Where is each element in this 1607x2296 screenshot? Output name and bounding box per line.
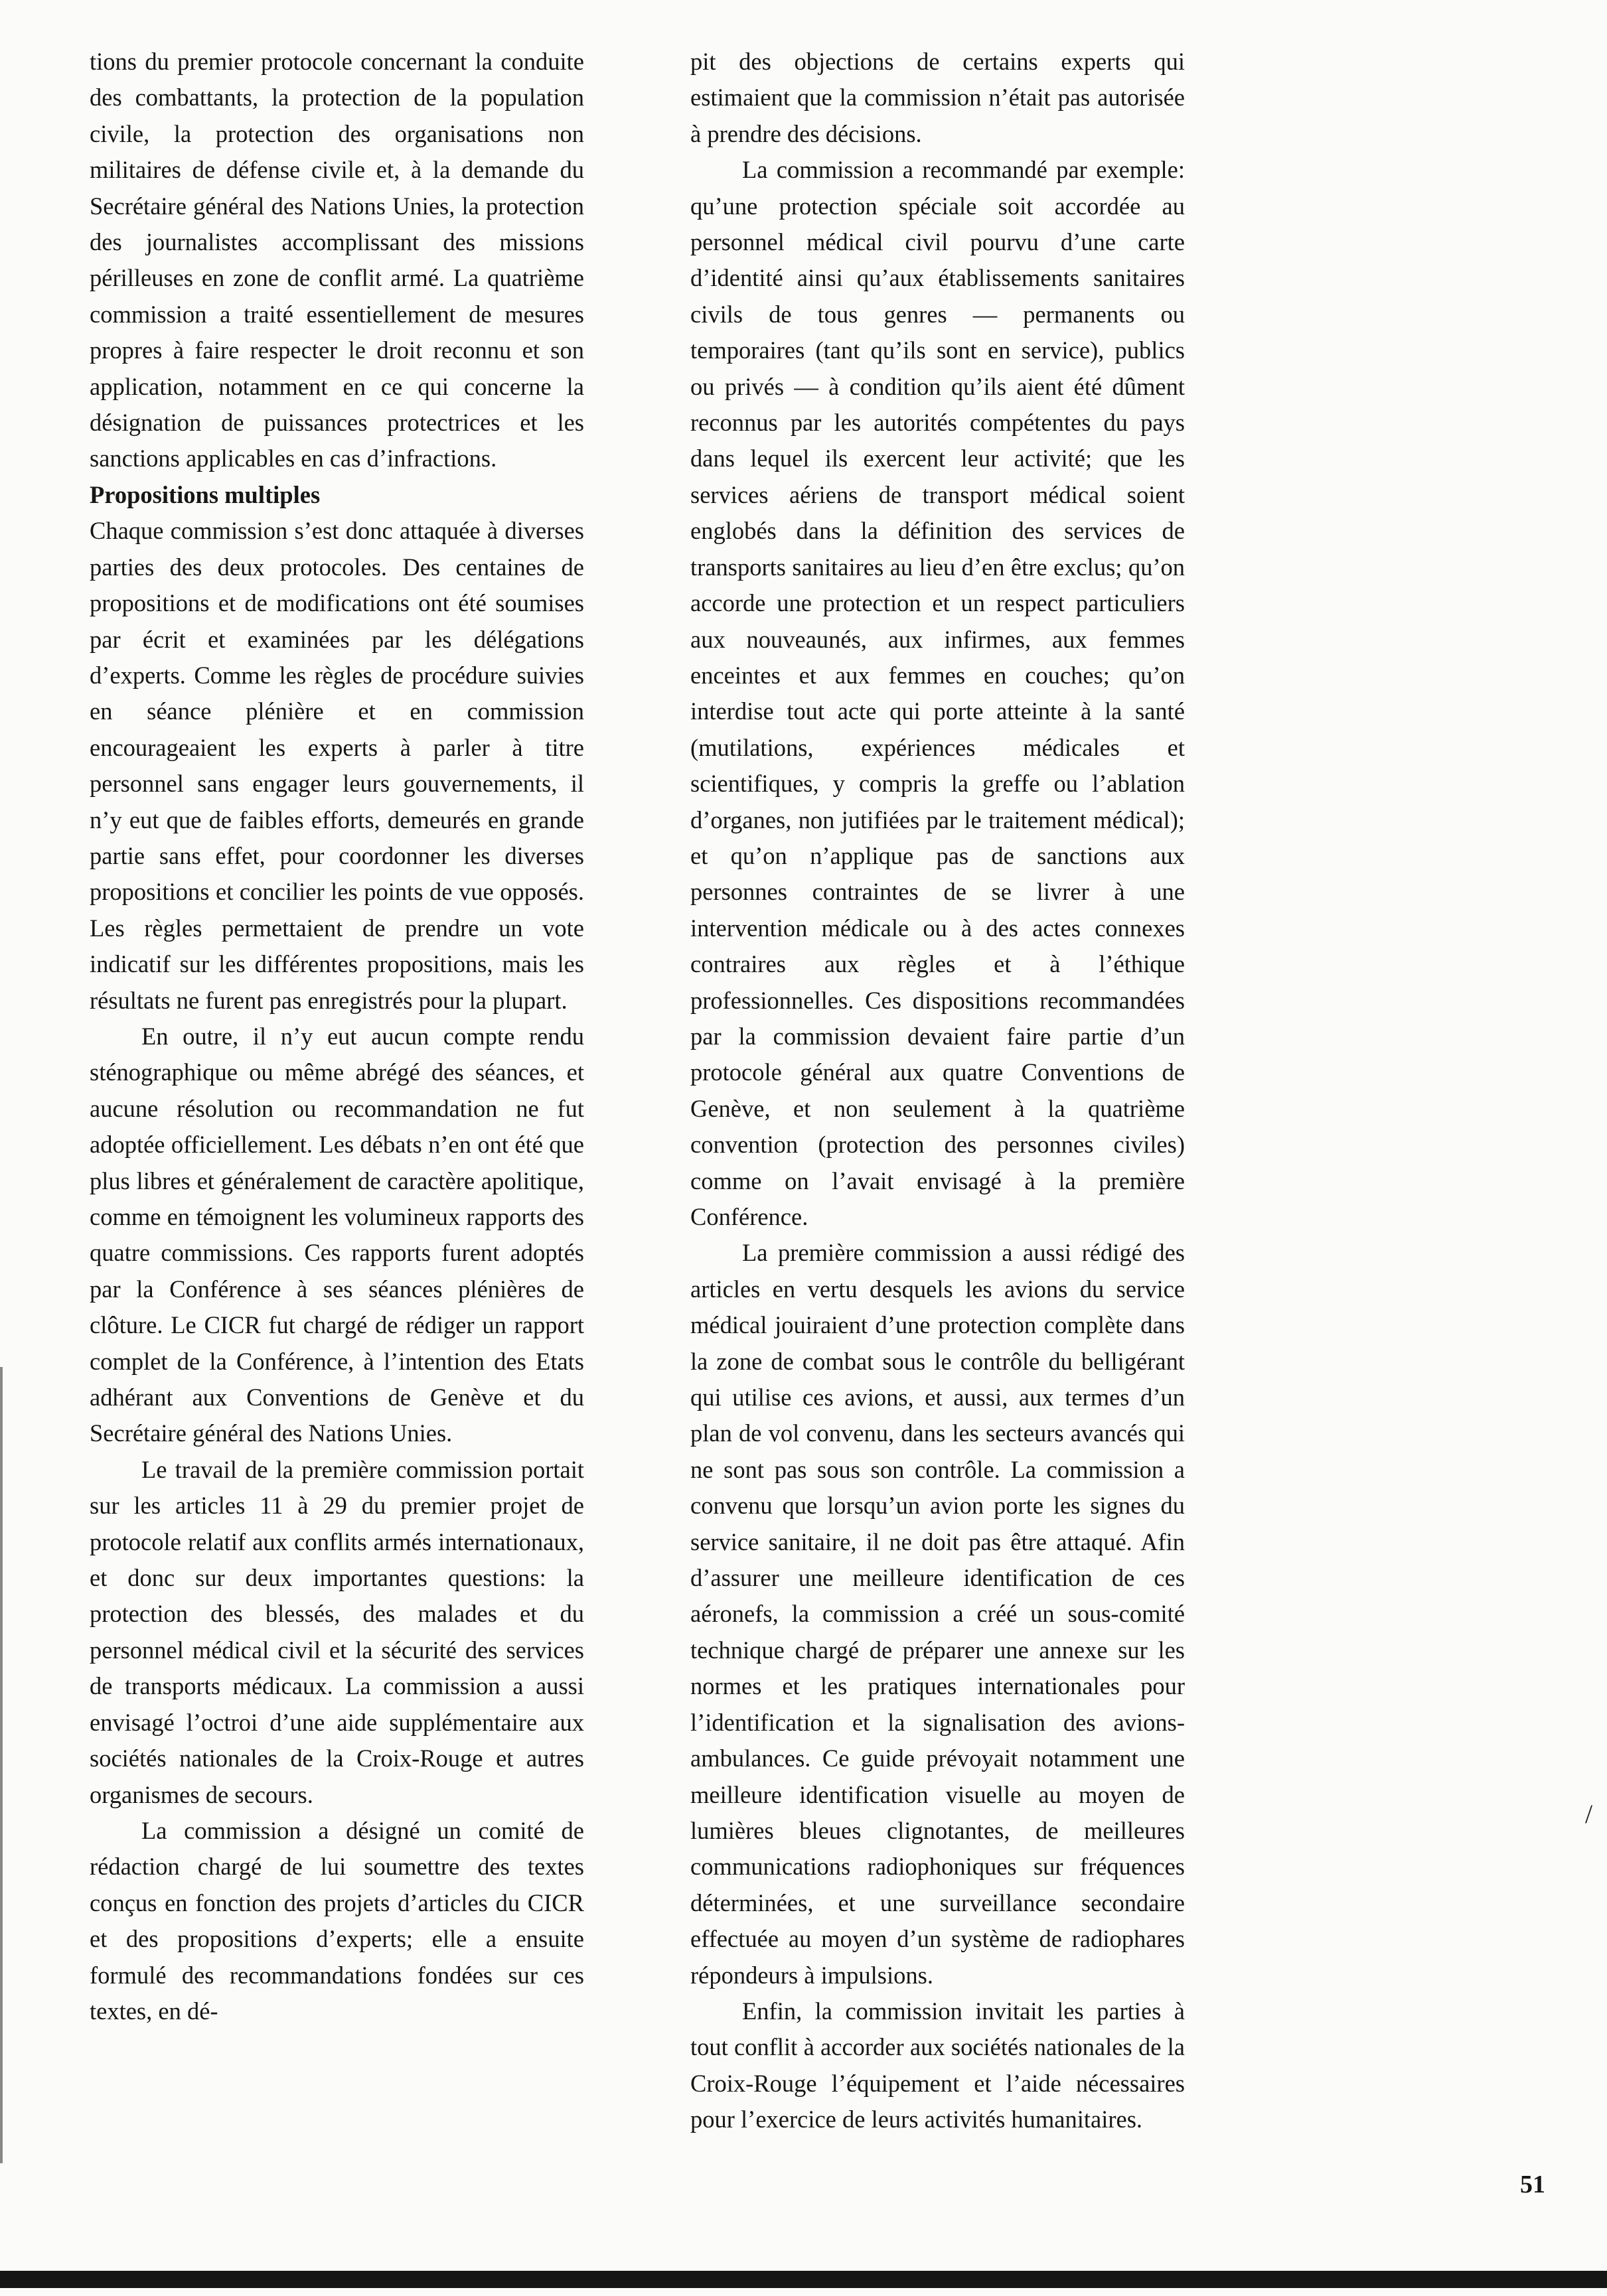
- bottom-rule: [0, 2271, 1607, 2288]
- left-paragraph-1: tions du premier protocole concernant la conduite des combattants, la protection de la population civile, la protection des organisations non militaires de défense civile et, à la demande du Secrétaire général des Nations Unies, la protection des journalistes accomplissant des missions périlleuses en zone de conflit armé. La quatrième commission a traité essentiellement de mesures propres à faire respecter le droit reconnu et son application, notamment en ce qui concerne la désignation de puissances protectrices et les sanctions applicables en cas d’infractions.: [90, 48, 584, 472]
- scan-edge: [0, 1367, 3, 2163]
- left-paragraph-3: En outre, il n’y eut aucun compte rendu sténographique ou même abrégé des séances, et aucune résolution ou recommandation ne fut adoptée officiellement. Les débats n’en ont été que plus libres et généralement de caractère apolitique, comme en témoignent les volumineux rapports des quatre commissions. Ces rapports furent adoptés par la Conférence à ses séances plénières de clôture. Le CICR fut chargé de rédiger un rapport complet de la Conférence, à l’intention des Etats adhérant aux Conventions de Genève et du Secrétaire général des Nations Unies.: [90, 1022, 584, 1447]
- right-paragraph-1: pit des objections de certains experts qui estimaient que la commission n’était pas autorisée à prendre des décisions.: [690, 48, 1185, 147]
- left-column: [90, 44, 584, 2029]
- section-heading: Propositions multiples: [90, 480, 321, 508]
- right-paragraph-2: La commission a recommandé par exemple: qu’une protection spéciale soit accordée au personnel médical civil pourvu d’une carte d’identité ainsi qu’aux établissements sanitaires civils de tous genres — permanents ou temporaires (tant qu’ils sont en service), publics ou privés — à condition qu’ils aient été dûment reconnus par les autorités compétentes du pays dans lequel ils exercent leur activité; que les services aériens de transport médical soient englobés dans la définition des services de transports sanitaires au lieu d’en être exclus; qu’on accorde une protection et un respect particuliers aux nouveaunés, aux infirmes, aux femmes enceintes et aux femmes en couches; qu’on interdise tout acte qui porte atteinte à la santé (mutilations, expériences médicales et scientifiques, y compris la greffe ou l’ablation d’organes, non jutifiées par le traitement médical); et qu’on n’applique pas de sanctions aux personnes contraintes de se livrer à une intervention médicale ou à des actes connexes contraires aux règles et à l’éthique professionnelles. Ces dispositions recommandées par la commission devaient faire partie d’un protocole général aux quatre Conventions de Genève, et non seulement à la quatrième convention (protection des personnes civiles) comme on l’avait envisagé à la première Conférence.: [690, 156, 1185, 1230]
- left-paragraph-4: Le travail de la première commission portait sur les articles 11 à 29 du premier projet de protocole relatif aux conflits armés internationaux, et donc sur deux importantes questions: la protection des blessés, des malades et du personnel médical civil et la sécurité des services de transports médicaux. La commission a aussi envisagé l’octroi d’une aide supplémentaire aux sociétés nationales de la Croix-Rouge et autres organismes de secours.: [90, 1455, 584, 1808]
- right-column: [690, 44, 1185, 2138]
- left-paragraph-5: La commission a désigné un comité de rédaction chargé de lui soumettre des textes conçus en fonction des projets d’articles du CICR et des propositions d’experts; elle a ensuite formulé des recommandations fondées sur ces textes, en dé-: [90, 1816, 584, 2025]
- margin-mark: /: [1585, 1799, 1593, 1829]
- page-number: 51: [1520, 2171, 1545, 2198]
- left-paragraph-2: Chaque commission s’est donc attaquée à diverses parties des deux protocoles. Des centaines de propositions et de modifications ont été soumises par écrit et examinées par les délégations d’experts. Comme les règles de procédure suivies en séance plénière et en commission encourageaient les experts à parler à titre personnel sans engager leurs gouvernements, il n’y eut que de faibles efforts, demeurés en grande partie sans effet, pour coordonner les diverses propositions et concilier les points de vue opposés. Les règles permettaient de prendre un vote indicatif sur les différentes propositions, mais les résultats ne furent pas enregistrés pour la plupart.: [90, 517, 584, 1014]
- right-paragraph-3: La première commission a aussi rédigé des articles en vertu desquels les avions du service médical jouiraient d’une protection complète dans la zone de combat sous le contrôle du belligérant qui utilise ces avions, et aussi, aux termes d’un plan de vol convenu, dans les secteurs avancés qui ne sont pas sous son contrôle. La commission a convenu que lorsqu’un avion porte les signes du service sanitaire, il ne doit pas être attaqué. Afin d’assurer une meilleure identification de ces aéronefs, la commission a créé un sous-comité technique chargé de préparer une annexe sur les normes et les pratiques internationales pour l’identification et la signalisation des avions-ambulances. Ce guide prévoyait notamment une meilleure identification visuelle au moyen de lumières bleues clignotantes, de meilleures communications radiophoniques sur fréquences déterminées, et une surveillance secondaire effectuée au moyen d’un système de radiophares répondeurs à impulsions.: [690, 1239, 1185, 1989]
- right-paragraph-4: Enfin, la commission invitait les parties à tout conflit à accorder aux sociétés nationales de la Croix-Rouge l’équipement et l’aide nécessaires pour l’exercice de leurs activités humanitaires.: [690, 1997, 1185, 2133]
